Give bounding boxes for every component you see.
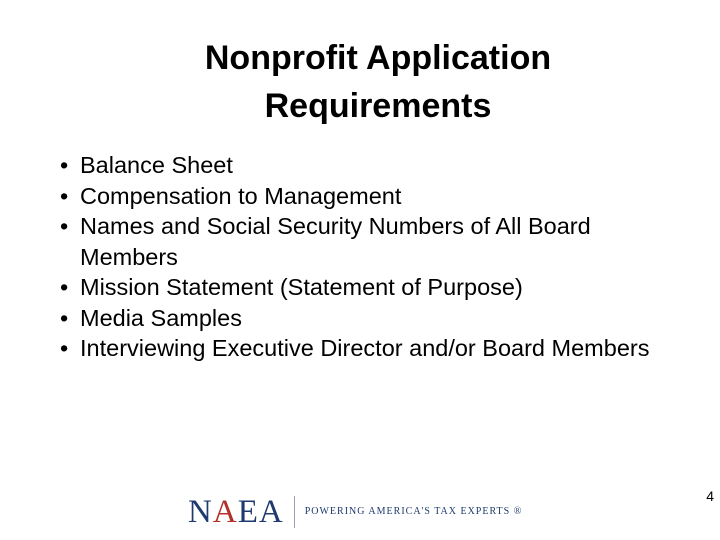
logo-letter: A: [258, 494, 284, 530]
bullet-dot: •: [60, 335, 69, 361]
bullet-text: Compensation to Management: [80, 182, 402, 209]
bullet-text: Interviewing Executive Director and/or Board Members: [80, 335, 650, 361]
bullet-text: Names and Social Security Numbers of All Board Members: [80, 213, 591, 270]
page-number: 4: [706, 488, 714, 504]
naea-logo: [188, 494, 522, 530]
bullet-item: [60, 303, 680, 334]
slide-title: [150, 34, 606, 130]
bullet-text: Balance Sheet: [80, 152, 233, 178]
bullet-dot: •: [60, 213, 69, 239]
logo-tagline: POWERING AMERICA'S TAX EXPERTS ®: [304, 506, 523, 517]
bullet-list: [60, 150, 680, 364]
slide-title-line-1: Nonprofit Application: [204, 39, 552, 77]
logo-letter: N: [188, 494, 213, 530]
logo-letter: A: [212, 494, 238, 530]
bullet-dot: •: [60, 304, 69, 331]
bullet-item: [60, 333, 680, 364]
naea-wordmark: [188, 494, 284, 530]
bullet-text: Mission Statement (Statement of Purpose): [80, 274, 523, 300]
bullet-text: Media Samples: [80, 304, 242, 331]
slide-title-line-2: Requirements: [264, 87, 492, 125]
bullet-dot: •: [60, 274, 69, 300]
logo-divider: [294, 496, 295, 528]
bullet-item: [60, 150, 680, 181]
bullet-dot: •: [60, 182, 69, 209]
bullet-item: [60, 211, 680, 272]
logo-letter: E: [237, 494, 259, 530]
bullet-item: [60, 181, 680, 212]
bullet-dot: •: [60, 152, 69, 178]
bullet-item: [60, 272, 680, 303]
